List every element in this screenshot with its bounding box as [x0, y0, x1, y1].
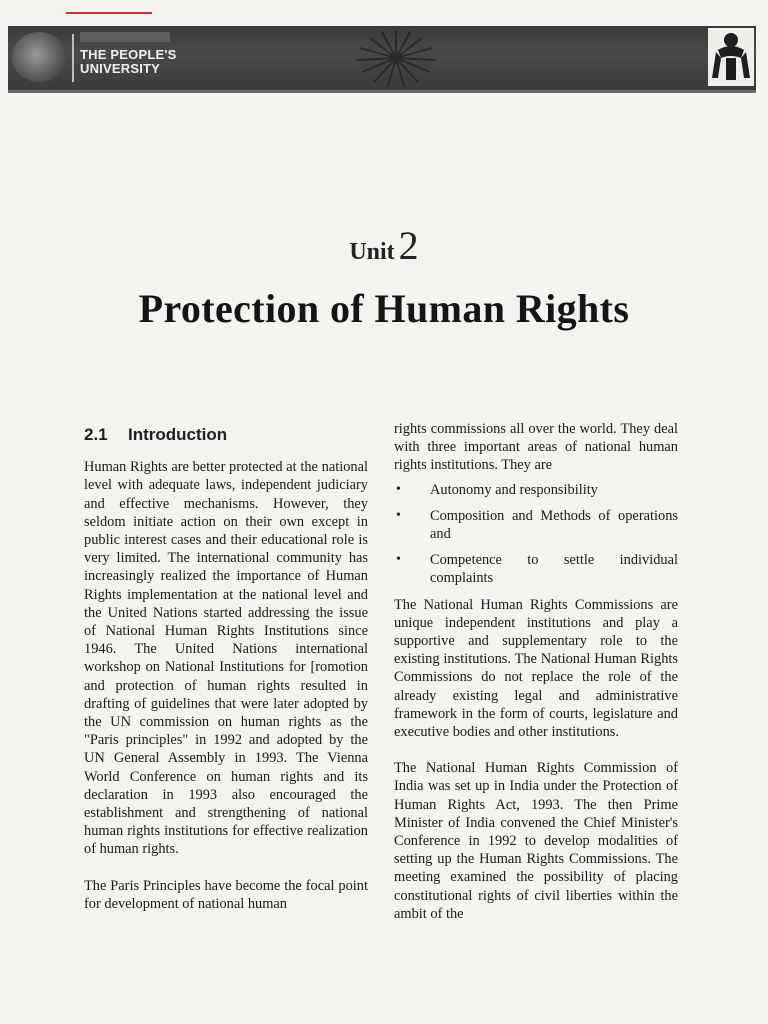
unit-number: 2 [398, 223, 419, 268]
sunburst-emblem-icon [348, 28, 444, 88]
university-tagline [80, 48, 177, 76]
university-banner [8, 26, 756, 93]
list-item-text: Autonomy and responsibility [430, 481, 598, 498]
list-item-text: Composition and Methods of operations and [430, 507, 678, 543]
unit-word: Unit [349, 239, 395, 265]
paragraph: The National Human Rights Commissions are unique independent institutions and play a supportive and supplementary role to the existing institutions. The National Human Rights Commissions do not replace the role of the already existing legal and administrative framework in the form of courts, legislature and executive bodies and other institutions. [394, 596, 678, 741]
bullet-list [394, 481, 678, 588]
bullet-icon: • [396, 481, 401, 497]
national-emblem-icon [708, 28, 754, 86]
paragraph: Human Rights are better protected at the national level with adequate laws, independent judiciary and effective mechanisms. However, they seldom initiate action on their own except in public interest cases and their educational role is very limited. The international community has increasingly realized the importance of Human Rights implementation at the national level and the United Nations started addressing the issue of National Human Rights Institutions since 1946. The United Nations international workshop on National Institutions for [romotion and protection of human rights resulted in drafting of guidelines that were later adopted by the UN commission on human rights as the "Paris principles" in 1992 and adopted by the UN General Assembly in 1993. The Vienna World Conference on human rights and its declaration in 1993 also encouraged the establishment and strengthening of national human rights institutions for effective realization of human rights. [84, 459, 368, 858]
logo-divider [72, 34, 74, 82]
paragraph: The National Human Rights Commission of India was set up in India under the Protection of Human Rights Act, 1993. The then Prime Minister of India convened the Chief Minister's Conference in 1992 to develop modalities of setting up the Human Rights Commissions. The meeting examined the possibility of placing constitutional rights of civil liberties within the ambit of the [394, 760, 678, 922]
unit-label [0, 222, 768, 269]
page-title: Protection of Human Rights [138, 286, 630, 331]
paragraph: rights commissions all over the world. They deal with three important areas of national human rights institutions. They are [394, 421, 678, 474]
tagline-line-1: THE PEOPLE'S [80, 47, 177, 62]
logo-wordmark [80, 32, 170, 42]
paragraph: The Paris Principles have become the focal point for development of national human [84, 877, 368, 912]
list-item-text: Competence to settle individual complaints [430, 552, 678, 587]
section-heading [84, 426, 368, 444]
left-column [84, 420, 368, 913]
list-item [394, 481, 678, 499]
top-accent-line [66, 12, 152, 14]
university-logo-icon [12, 32, 66, 82]
tagline-line-2: UNIVERSITY [80, 61, 161, 76]
section-title: Introduction [128, 425, 228, 444]
right-column [394, 420, 678, 923]
bullet-icon: • [396, 507, 401, 523]
list-item [394, 551, 678, 587]
section-number: 2.1 [84, 425, 108, 444]
list-item [394, 507, 678, 543]
bullet-icon: • [396, 552, 401, 568]
